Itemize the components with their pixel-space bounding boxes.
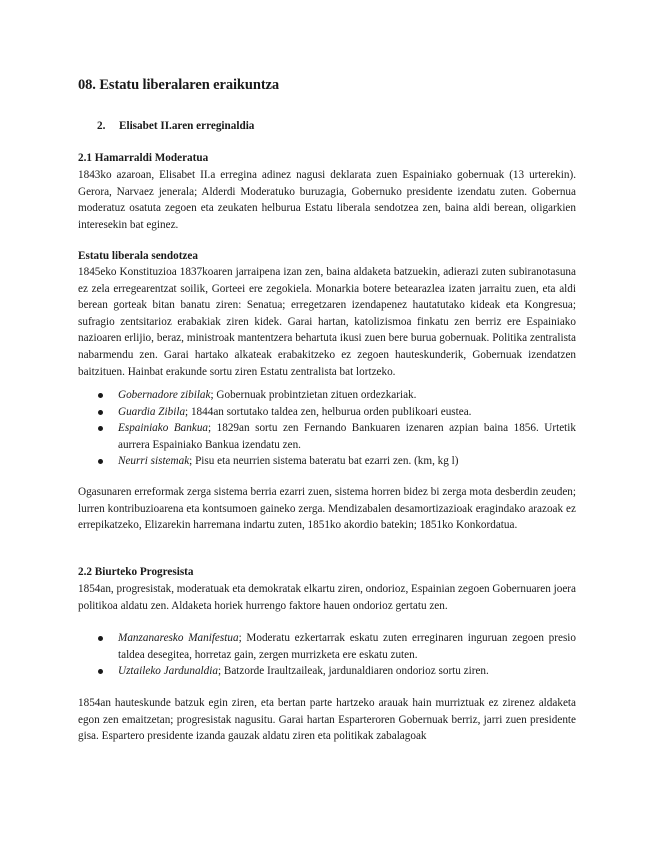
bullet-text: ; Moderatu ezkertarrak eskatu zuten erreginaren inguruan zegoen presio taldea desegitea, horretaz gain, zergen murrizketa ere eskatu zuten. [118,632,577,661]
bullet-term: Guardia Zibila [118,405,186,418]
bullet-text: ; 1844an sortutako taldea zen, helburua orden publikoari eustea. [185,405,472,418]
paragraph-sendotzea: 1845eko Konstituzioa 1837koaren jarraipena izan zen, baina aldaketa batzuekin, adierazi zuten subiranotasuna ez zela erregearentzat soilik, Gorteei ere zegokiela. Monarkia botere betearazlea izaten jarraitu zuen, eta aldi berean gorteak bitan banatu ziren: Senatua; erregetzaren izendapenez hautatutako kideak eta Kongresua; sufragio zentsitarioz erabakiak ziren kidek. Garai hartan, katolizismoa finkatu zen berriz ere Espainiako nazioaren erlijio, beraz, ministroak mantentzera behartuta ikusi zuen bere burua gobernuak. Politika zentralista nabarmendu zen. Garai hartako alkateak erabakitzeko ez zegoen hauteskunderik, Gobernuak izendatzen baitzituen. Hainbat erakunde sortu ziren Estatu zentralista bat lortzeko. [78,266,576,378]
paragraph-hamarraldi: 1843ko azaroan, Elisabet II.a erregina adinez nagusi deklarata zuen Espainiako gobernuak (13 urterekin). Gerora, Narvaez jenerala; Alderdi Moderatuko buruzagia, Gobernuko presidente izendatu zuten. Gobernua moderatuz osatuta zegoen eta zeukaten helburua Estatu liberala sendotzea zen, baina aldi berean, oligarkien interesekin bat eginez. [78,169,576,231]
document-title: 08. Estatu liberalaren eraikuntza [78,77,280,93]
bullet-icon [98,459,103,464]
bullet-text: ; 1829an sortu zen Fernando Bankuaren izenaren azpian baina 1856. Urtetik aurrera Espainiako Bankua izendatu zen. [118,422,576,451]
list-item [98,420,576,453]
paragraph-biurteko: 1854an, progresistak, moderatuak eta demokratak elkartu ziren, ondorioz, Espainian zegoen Gobernuaren joera politikoa aldatu zen. Aldaketa horiek hurrengo faktore hauen ondorioz gertatu zen. [78,583,576,612]
list-item [98,630,576,663]
bullet-text: ; Gobernuak probintzietan zituen ordezkariak. [210,389,417,401]
bullet-text: ; Pisu eta neurrien sistema bateratu bat ezarri zen. (km, kg l) [189,455,459,468]
bullet-term: Espainiako Bankua [118,422,209,435]
heading-hamarraldi: 2.1 Hamarraldi Moderatua [78,152,209,164]
bullet-term: Manzanaresko Manifestua [118,632,239,644]
bullet-icon [98,410,103,415]
bullet-list-sendotzea [98,387,576,470]
bullet-icon [98,636,103,641]
paragraph-hauteskundeak: 1854an hauteskunde batzuk egin ziren, eta bertan parte hartzeko arauak hain murriztuak ez zirenez aldaketa egon zen emaitzetan; progresistak nagusitu. Garai hartan Esparteroren Gobernuak berriz, jarri zuen presidente gisa. Espartero presidente izanda gauzak aldatu ziren eta politikak zabalagoak [78,697,576,743]
list-item [98,404,576,421]
bullet-list-biurteko [98,630,576,680]
subtitle-text: Elisabet II.aren erreginaldia [119,120,255,132]
section-subtitle [97,118,254,135]
list-item [98,387,576,404]
bullet-text: ; Batzorde Iraultzaileak, jardunaldiaren ondorioz sortu ziren. [217,665,489,678]
heading-biurteko: 2.2 Biurteko Progresista [78,566,194,578]
bullet-term: Neurri sistemak [118,455,190,468]
bullet-term: Uztaileko Jardunaldia [118,665,218,678]
bullet-icon [98,669,103,674]
paragraph-ogasuna: Ogasunaren erreformak zerga sistema berria ezarri zuen, sistema horren bidez bi zerga mota desberdin zeuden; lurren kontribuzioarena eta kontsumoen gaineko zerga. Mendizabalen desamortizazioak eragindako arazoak ez errepikatzeko, Elizarekin harremana indartu zuten, 1851ko akordio batekin; 1851ko Konkordatua. [78,486,576,532]
list-item [98,663,576,680]
bullet-icon [98,426,103,431]
subtitle-number: 2. [97,120,106,132]
bullet-icon [98,393,103,398]
bullet-term: Gobernadore zibilak [118,389,211,401]
heading-sendotzea: Estatu liberala sendotzea [78,250,198,262]
list-item [98,453,576,470]
